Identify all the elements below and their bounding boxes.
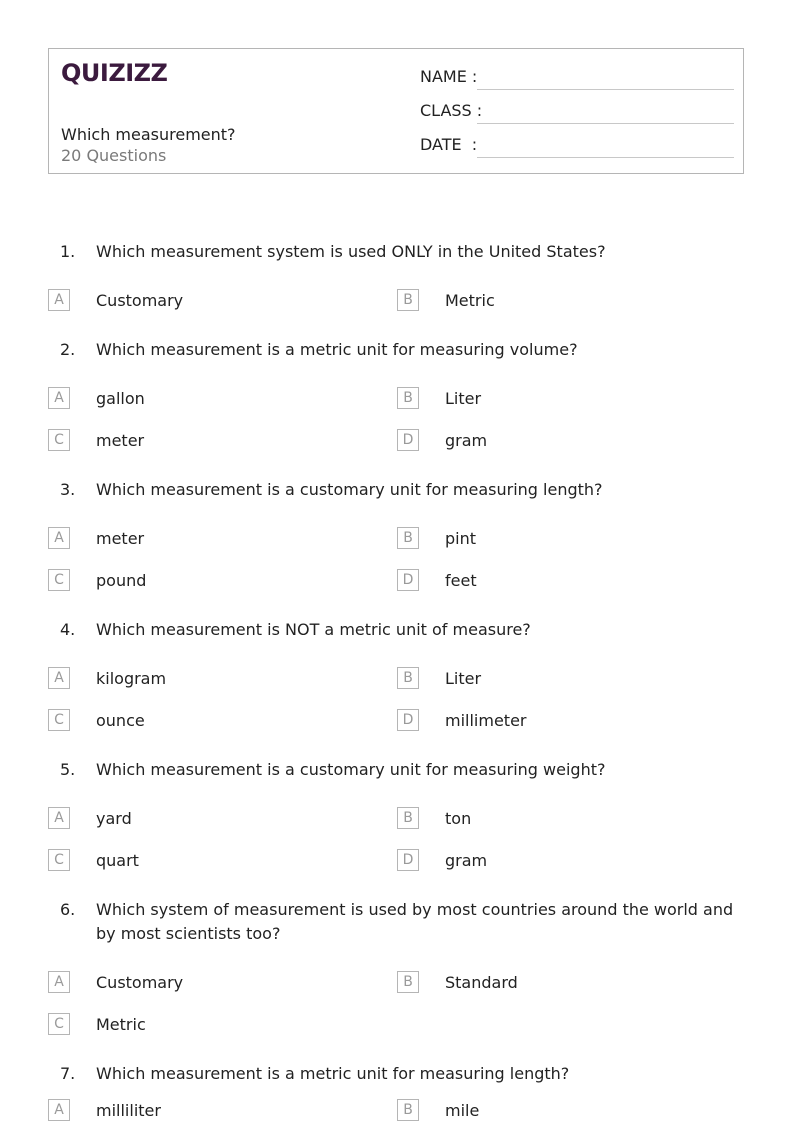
option-letter-box: C xyxy=(48,1013,70,1035)
option-text: Customary xyxy=(96,291,184,310)
question-text: Which measurement is a metric unit for measuring length? xyxy=(96,1064,570,1083)
option-text: Liter xyxy=(445,669,482,688)
question-number: 2. xyxy=(60,340,76,359)
option-text: gram xyxy=(445,851,488,870)
option-letter-box: A xyxy=(48,1099,70,1121)
date-field[interactable] xyxy=(420,135,734,159)
option-letter-box: D xyxy=(397,429,419,451)
option-letter-box: B xyxy=(397,289,419,311)
option-letter-box: B xyxy=(397,667,419,689)
option-letter-box: A xyxy=(48,387,70,409)
option-letter-box: C xyxy=(48,569,70,591)
question-number: 3. xyxy=(60,480,76,499)
class-field[interactable] xyxy=(420,101,734,125)
option-letter-box: B xyxy=(397,387,419,409)
option-text: pint xyxy=(445,529,477,548)
question-text: Which measurement system is used ONLY in the United States? xyxy=(96,242,606,261)
option-text: gram xyxy=(445,431,488,450)
option-letter-box: D xyxy=(397,849,419,871)
option-letter-box: C xyxy=(48,849,70,871)
option-text: millimeter xyxy=(445,711,527,730)
option-text: Standard xyxy=(445,973,518,992)
option-text: gallon xyxy=(96,389,145,408)
question-text: Which measurement is a customary unit for measuring length? xyxy=(96,480,603,499)
option-letter-box: A xyxy=(48,289,70,311)
option-letter-box: D xyxy=(397,709,419,731)
option-text: mile xyxy=(445,1101,480,1120)
option-text: ton xyxy=(445,809,472,828)
option-text: ounce xyxy=(96,711,145,730)
worksheet-title: Which measurement? xyxy=(61,125,236,144)
option-letter-box: B xyxy=(397,807,419,829)
class-label: CLASS : xyxy=(420,101,483,120)
question-number: 7. xyxy=(60,1064,76,1083)
option-letter-box: A xyxy=(48,807,70,829)
question-number: 6. xyxy=(60,900,76,919)
option-letter-box: D xyxy=(397,569,419,591)
date-line[interactable] xyxy=(477,157,734,158)
option-letter-box: B xyxy=(397,1099,419,1121)
date-label: DATE : xyxy=(420,135,478,154)
option-letter-box: B xyxy=(397,971,419,993)
option-text: Metric xyxy=(445,291,495,310)
option-letter-box: B xyxy=(397,527,419,549)
question-number: 5. xyxy=(60,760,76,779)
question-count: 20 Questions xyxy=(61,146,167,165)
option-text: milliliter xyxy=(96,1101,161,1120)
option-text: meter xyxy=(96,529,145,548)
option-letter-box: A xyxy=(48,667,70,689)
option-text: quart xyxy=(96,851,139,870)
worksheet-header xyxy=(48,48,744,174)
option-text: yard xyxy=(96,809,132,828)
question-text: Which measurement is a metric unit for measuring volume? xyxy=(96,340,578,359)
class-line[interactable] xyxy=(477,123,734,124)
option-text: Liter xyxy=(445,389,482,408)
option-text: pound xyxy=(96,571,147,590)
name-line[interactable] xyxy=(477,89,734,90)
option-letter-box: C xyxy=(48,709,70,731)
question-number: 1. xyxy=(60,242,76,261)
option-text: meter xyxy=(96,431,145,450)
question-text: Which system of measurement is used by most countries around the world and by most scientists too? xyxy=(96,900,734,943)
option-text: Customary xyxy=(96,973,184,992)
question-text: Which measurement is a customary unit for measuring weight? xyxy=(96,760,606,779)
option-letter-box: A xyxy=(48,527,70,549)
option-text: Metric xyxy=(96,1015,146,1034)
name-field[interactable] xyxy=(420,67,734,91)
option-letter-box: C xyxy=(48,429,70,451)
question-number: 4. xyxy=(60,620,76,639)
question-text: Which measurement is NOT a metric unit of measure? xyxy=(96,620,531,639)
option-text: feet xyxy=(445,571,477,590)
option-letter-box: A xyxy=(48,971,70,993)
name-label: NAME : xyxy=(420,67,478,86)
option-text: kilogram xyxy=(96,669,167,688)
quizizz-logo: QUIZIZZ xyxy=(61,59,168,87)
